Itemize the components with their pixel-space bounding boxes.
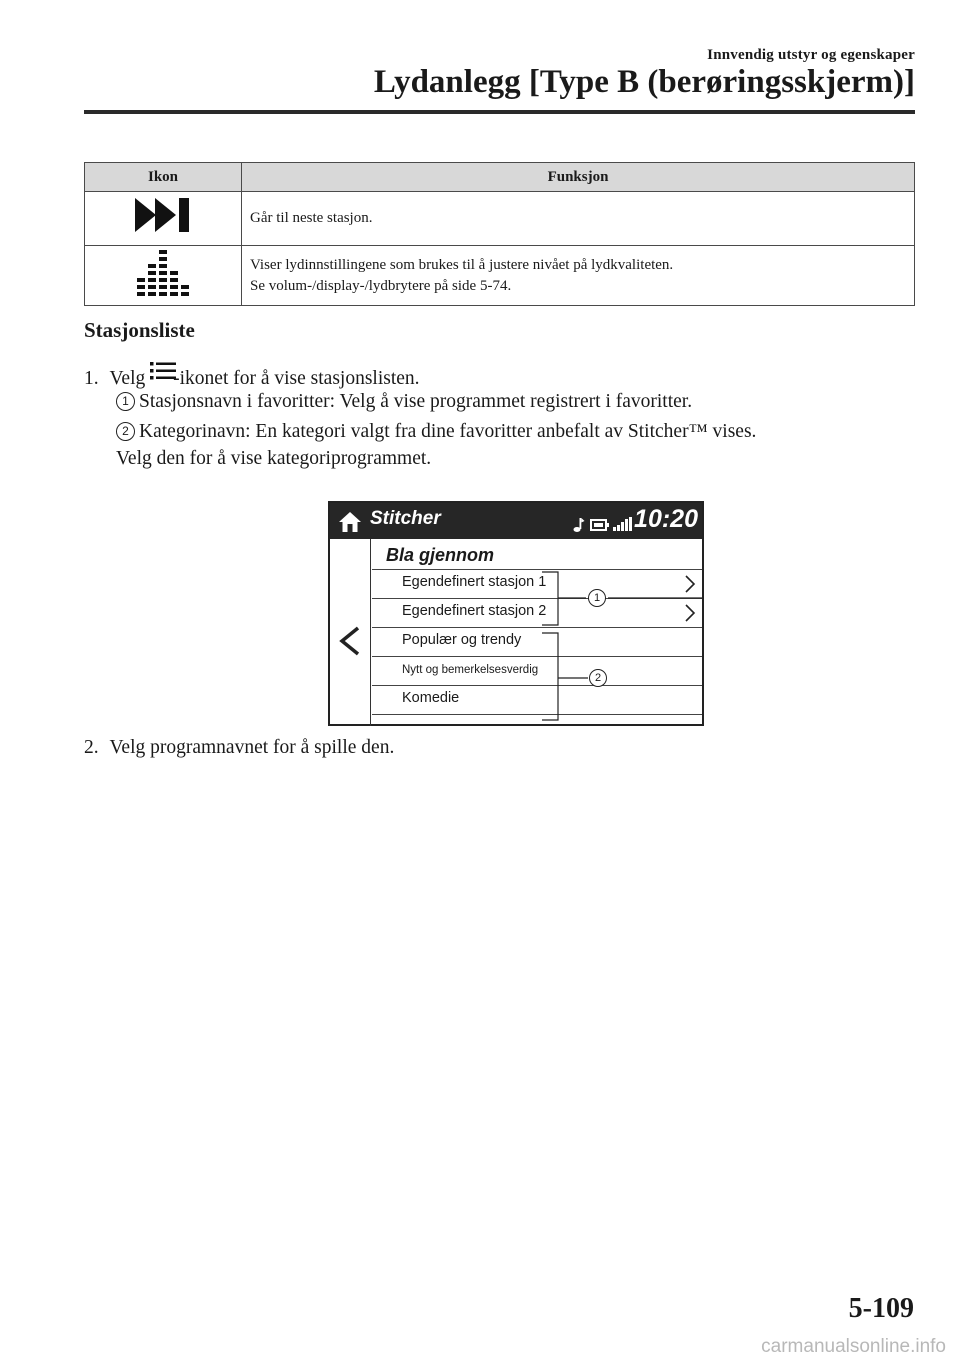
callout-number-2: 2 bbox=[589, 669, 607, 687]
note-2-continuation: Velg den for å vise kategoriprogrammet. bbox=[116, 448, 432, 469]
back-chevron-icon[interactable] bbox=[338, 626, 362, 656]
list-item[interactable] bbox=[372, 569, 702, 598]
list-item-label: Populær og trendy bbox=[402, 632, 522, 648]
signal-strength-icon bbox=[613, 517, 633, 531]
icon-cell bbox=[85, 192, 242, 246]
function-cell bbox=[242, 192, 915, 246]
step-text: Velg programnavnet for å spille den. bbox=[109, 737, 395, 758]
function-cell bbox=[242, 246, 915, 306]
step-1 bbox=[84, 361, 420, 390]
note-number-2: 2 bbox=[116, 422, 135, 441]
stitcher-screen-illustration bbox=[328, 501, 704, 726]
icon-function-table bbox=[84, 162, 915, 306]
function-text: Går til neste stasjon. bbox=[250, 210, 373, 226]
chevron-right-icon bbox=[684, 603, 696, 623]
list-item-label: Nytt og bemerkelsesverdig bbox=[402, 664, 539, 676]
table-header-row bbox=[85, 163, 915, 192]
column-header-icon: Ikon bbox=[85, 163, 242, 192]
note-text: Stasjonsnavn i favoritter: Velg å vise programmet registrert i favoritter. bbox=[139, 391, 693, 412]
column-header-function: Funksjon bbox=[242, 163, 915, 192]
list-title: Bla gjennom bbox=[386, 545, 495, 565]
note-1 bbox=[116, 391, 692, 413]
list-item[interactable] bbox=[372, 656, 702, 685]
table-row bbox=[85, 246, 915, 306]
home-icon bbox=[338, 511, 362, 533]
list-item-label: Egendefinert stasjon 2 bbox=[402, 603, 547, 619]
list-item bbox=[372, 714, 702, 727]
function-text: Se volum-/display-/lydbrytere på side 5-74. bbox=[250, 277, 512, 294]
callout-number-1: 1 bbox=[588, 589, 606, 607]
skip-next-icon bbox=[134, 197, 192, 233]
section-title: Stasjonsliste bbox=[84, 318, 195, 342]
list-item[interactable] bbox=[372, 627, 702, 656]
icon-cell bbox=[85, 246, 242, 306]
music-note-icon bbox=[573, 517, 585, 533]
status-bar bbox=[330, 503, 702, 539]
step-number: 2. bbox=[84, 737, 99, 758]
back-pane[interactable] bbox=[330, 539, 371, 726]
clock: 10:20 bbox=[634, 505, 698, 533]
step-2 bbox=[84, 737, 394, 759]
list-item-label: Komedie bbox=[402, 690, 460, 706]
note-number-1: 1 bbox=[116, 392, 135, 411]
battery-icon bbox=[590, 519, 610, 531]
step-text-post: -ikonet for å vise stasjonslisten. bbox=[173, 368, 420, 389]
header-rule bbox=[84, 110, 915, 114]
page-title: Lydanlegg [Type B (berøringsskjerm)] bbox=[373, 64, 915, 100]
page-number: 5-109 bbox=[848, 1293, 914, 1324]
step-number: 1. bbox=[84, 368, 99, 389]
function-text: Viser lydinnstillingene som brukes til å justere nivået på lydkvaliteten. bbox=[250, 256, 674, 273]
watermark: carmanualsonline.info bbox=[761, 1336, 946, 1357]
list-item[interactable] bbox=[372, 685, 702, 714]
chapter-title: Innvendig utstyr og egenskaper bbox=[707, 47, 915, 63]
app-title: Stitcher bbox=[370, 508, 441, 529]
note-text: Kategorinavn: En kategori valgt fra dine favoritter anbefalt av Stitcher™ vises. bbox=[139, 421, 757, 442]
note-2 bbox=[116, 421, 756, 443]
equalizer-icon bbox=[135, 248, 191, 296]
step-text-pre: Velg bbox=[109, 368, 146, 389]
chevron-right-icon bbox=[684, 574, 696, 594]
list-item-label: Egendefinert stasjon 1 bbox=[402, 574, 547, 590]
list-item[interactable] bbox=[372, 598, 702, 627]
table-row bbox=[85, 192, 915, 246]
